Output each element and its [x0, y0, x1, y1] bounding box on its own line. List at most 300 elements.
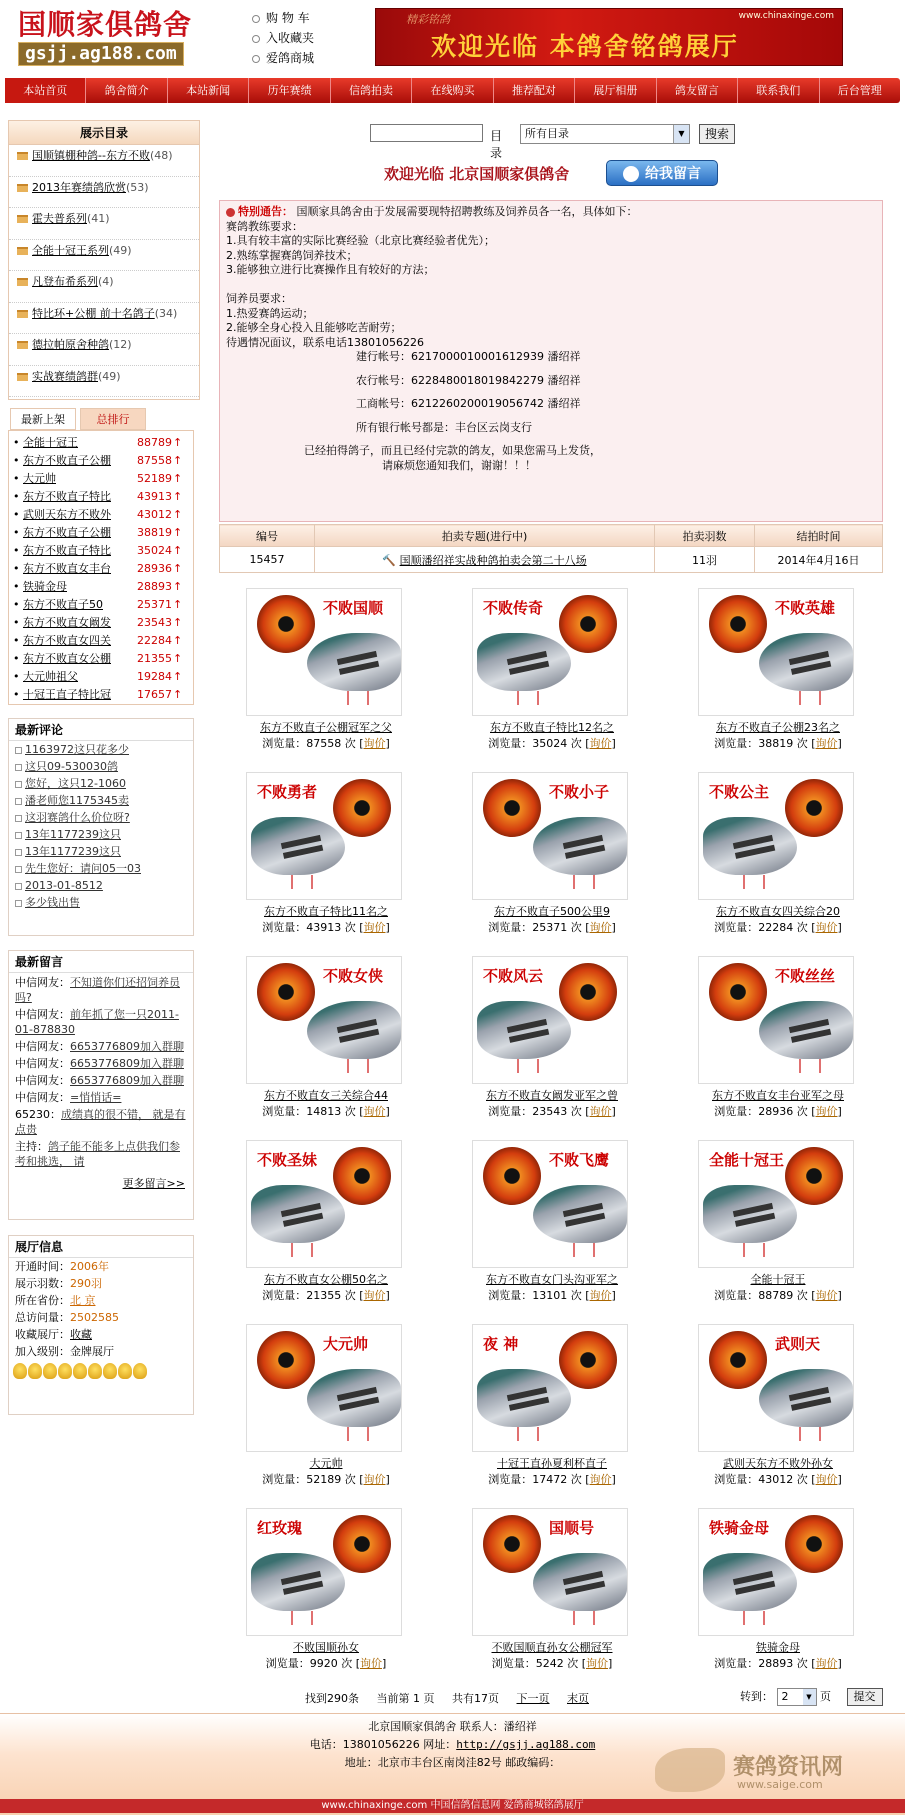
rank-value: 28936: [137, 562, 172, 575]
arrow-up-icon: ↑: [173, 436, 183, 449]
medal-icon: [88, 1363, 102, 1379]
message-text[interactable]: 前年抓了您一只2011-01-878830: [15, 1008, 179, 1036]
hall-info-key: 总访问量：: [15, 1311, 70, 1324]
rank-name[interactable]: 武则天东方不败外: [23, 508, 111, 521]
pigeon-photo[interactable]: [246, 588, 402, 716]
arrow-up-icon: ↑: [173, 454, 183, 467]
views-prefix: 浏览量：: [714, 1657, 759, 1670]
pigeon-legs: [517, 691, 539, 705]
next-page-link[interactable]: 下一页: [516, 1692, 550, 1705]
pigeon-legs: [517, 1059, 539, 1073]
rank-row: • 东方不败直子特比 35024 ↑: [9, 542, 193, 560]
views-suffix: 次: [344, 737, 356, 750]
pigeon-photo[interactable]: [698, 772, 854, 900]
inquiry-link[interactable]: 询价: [363, 1289, 386, 1302]
pigeon-views: 浏览量：25371 次 [询价]: [488, 921, 616, 934]
rank-row: • 东方不败直子特比 43913 ↑: [9, 488, 193, 506]
pigeon-card[interactable]: [678, 1138, 878, 1308]
rank-name[interactable]: 全能十冠王: [23, 436, 78, 449]
footer-contact: 北京国顺家俱鸽舍 联系人：潘绍祥: [368, 1720, 537, 1733]
category-label[interactable]: 德拉帕原舍种鸽: [32, 338, 109, 351]
pigeon-eye-image: [333, 1515, 391, 1573]
pigeon-photo[interactable]: [472, 1140, 628, 1268]
pigeon-name-link[interactable]: 东方不败直女公棚50名之: [264, 1273, 388, 1286]
comment-text[interactable]: 2013-01-8512: [25, 879, 103, 892]
message-text[interactable]: =悄悄话=: [70, 1091, 122, 1104]
inquiry-link[interactable]: 询价: [586, 1657, 608, 1670]
pigeon-photo[interactable]: [698, 1508, 854, 1636]
rank-name[interactable]: 东方不败直女阚发: [23, 616, 111, 629]
nav-item[interactable]: 本站首页: [5, 78, 86, 103]
views-suffix: 次: [570, 1105, 582, 1118]
views-prefix: 浏览量：: [488, 737, 533, 750]
messages-list: [9, 975, 193, 1169]
notice-line: 饲养员要求：: [226, 292, 292, 305]
views-prefix: 浏览量：: [262, 921, 307, 934]
pigeon-name-link[interactable]: 东方不败直女三关综合44: [264, 1089, 388, 1102]
pigeon-views: 浏览量：38819 次 [询价]: [714, 737, 842, 750]
logo-text-en: gsjj.ag188.com: [18, 42, 184, 66]
views-suffix: 次: [796, 1473, 808, 1486]
category-count: (48): [149, 149, 173, 162]
pigeon-photo-title: 不败风云: [483, 967, 544, 985]
pigeon-card[interactable]: [226, 1322, 426, 1492]
inquiry-link[interactable]: 询价: [589, 921, 612, 934]
search-button[interactable]: 搜索: [699, 124, 735, 144]
message-author: 中信网友：: [15, 1008, 70, 1021]
views-count: 88789: [758, 1289, 794, 1302]
pigeon-name-link[interactable]: 东方不败直女四关综合20: [716, 905, 840, 918]
pigeon-body-image: [251, 1185, 345, 1243]
pigeon-photo[interactable]: [698, 1140, 854, 1268]
tab-top[interactable]: 总排行: [80, 408, 146, 430]
pigeon-card[interactable]: [452, 954, 652, 1124]
views-prefix: 浏览量：: [491, 1657, 536, 1670]
rank-row: • 十冠王直子特比冠 17657 ↑: [9, 686, 193, 704]
pigeon-eye-image: [483, 779, 541, 837]
cart-link[interactable]: 购 物 车: [252, 8, 314, 28]
nav-item[interactable]: 鸽舍简介: [86, 78, 167, 103]
rank-value: 38819: [137, 526, 172, 539]
pigeon-photo-title: 武则天: [775, 1335, 821, 1353]
pigeon-card[interactable]: [226, 770, 426, 940]
comment-item[interactable]: [9, 792, 193, 809]
pigeon-card[interactable]: [452, 770, 652, 940]
category-item[interactable]: [9, 145, 199, 177]
message-text[interactable]: 6653776809加入群聊: [70, 1040, 184, 1053]
pigeon-eye-image: [709, 963, 767, 1021]
auction-title-cell[interactable]: [315, 547, 655, 573]
hall-info-row: [9, 1309, 193, 1326]
views-count: 38819: [758, 737, 794, 750]
pigeon-eye-image: [257, 595, 315, 653]
pigeon-card[interactable]: [678, 1506, 878, 1676]
more-messages-link[interactable]: 更多留言>>: [122, 1177, 185, 1190]
pigeon-card[interactable]: [452, 1506, 652, 1676]
pigeon-eye-image: [483, 1515, 541, 1573]
rank-name[interactable]: 铁骑金母: [23, 580, 67, 593]
search-input[interactable]: [370, 124, 483, 142]
inquiry-link[interactable]: 询价: [589, 737, 612, 750]
category-label[interactable]: 2013年赛绩鸽欣赏: [32, 180, 126, 194]
message-item: [9, 975, 193, 1005]
pigeon-photo-title: 国顺号: [549, 1519, 595, 1537]
rank-value: 23543: [137, 616, 172, 629]
rank-name[interactable]: 东方不败直女丰台: [23, 562, 111, 575]
category-item[interactable]: [9, 303, 199, 335]
pigeon-photo[interactable]: [246, 956, 402, 1084]
message-text[interactable]: 不知道你们还招饲养员吗?: [15, 976, 180, 1004]
comment-item[interactable]: [9, 758, 193, 775]
leave-message-button[interactable]: 给我留言: [606, 160, 718, 186]
comment-text[interactable]: 这羽赛鸽什么价位呀?: [25, 811, 130, 824]
pigeon-photo[interactable]: [472, 1508, 628, 1636]
auction-header-row: [220, 525, 883, 547]
hall-info-value[interactable]: 收藏: [70, 1328, 92, 1341]
footer-url-link[interactable]: http://gsjj.ag188.com: [456, 1738, 596, 1751]
category-label[interactable]: 霍夫普系列: [32, 212, 87, 225]
pigeon-views: 浏览量：9920 次 [询价]: [265, 1657, 387, 1670]
inquiry-link[interactable]: 询价: [589, 1105, 612, 1118]
pigeon-card[interactable]: [452, 1138, 652, 1308]
message-item: [9, 1090, 193, 1105]
message-author: 中信网友：: [15, 1057, 70, 1070]
views-prefix: 浏览量：: [488, 1105, 533, 1118]
inquiry-link[interactable]: 询价: [815, 1289, 838, 1302]
pigeon-photo-title: 红玫瑰: [257, 1519, 303, 1537]
rank-row: • 大元帅祖父 19284 ↑: [9, 668, 193, 686]
bullet-icon: [15, 883, 22, 890]
pigeon-name-link[interactable]: 十冠王直孙夏利杯直子: [497, 1457, 607, 1470]
message-item: [9, 1056, 193, 1071]
hall-info-value: 2006年: [70, 1260, 109, 1273]
pigeon-legs: [799, 691, 821, 705]
arrow-up-icon: ↑: [173, 670, 183, 683]
tab-new[interactable]: 最新上架: [10, 408, 76, 430]
pager: [305, 1690, 603, 1706]
bullet-icon: [252, 55, 260, 63]
pigeon-name-link[interactable]: 东方不败直子特比11名之: [264, 905, 388, 918]
category-item[interactable]: [9, 208, 199, 240]
comment-item[interactable]: [9, 775, 193, 792]
views-suffix: 次: [344, 1473, 356, 1486]
arrow-up-icon: ↑: [173, 490, 183, 503]
pigeon-legs: [743, 875, 765, 889]
inquiry-link[interactable]: 询价: [815, 921, 838, 934]
footer-phone-row: 电话：13801056226 网址：http://gsjj.ag188.com: [309, 1738, 596, 1751]
user-icon: [623, 166, 639, 182]
pigeon-eye-image: [333, 779, 391, 837]
message-text[interactable]: 6653776809加入群聊: [70, 1074, 184, 1087]
banner-site: www.chinaxinge.com: [738, 11, 834, 21]
arrow-up-icon: ↑: [173, 544, 183, 557]
pigeon-name-link[interactable]: 不败国顺直孙女公棚冠军: [491, 1641, 613, 1654]
inquiry-link[interactable]: 询价: [589, 1289, 612, 1302]
comment-text[interactable]: 1163972这只花多少: [25, 743, 129, 756]
nav-item[interactable]: 鸽友留言: [657, 78, 738, 103]
inquiry-link[interactable]: 询价: [363, 1473, 386, 1486]
inquiry-link[interactable]: 询价: [360, 1657, 382, 1670]
page-unit: 页: [820, 1690, 831, 1703]
category-label[interactable]: 国顺镇棚种鸽--东方不败: [32, 149, 150, 162]
site-logo[interactable]: [18, 8, 208, 70]
pigeon-views: 浏览量：87558 次 [询价]: [262, 737, 390, 750]
comment-item[interactable]: [9, 741, 193, 758]
pigeon-body-image: [759, 1369, 853, 1427]
rank-name[interactable]: 大元帅: [23, 472, 56, 485]
favorite-link[interactable]: 入收藏夹: [252, 28, 314, 48]
inquiry-link[interactable]: 询价: [589, 1473, 612, 1486]
message-text[interactable]: 6653776809加入群聊: [70, 1057, 184, 1070]
pigeon-eye-image: [709, 1331, 767, 1389]
views-prefix: 浏览量：: [714, 737, 759, 750]
comment-item[interactable]: [9, 843, 193, 860]
pigeon-name-link[interactable]: 东方不败直女丰台亚军之母: [712, 1089, 844, 1102]
welcome-text: 欢迎光临 北京国顺家俱鸽舍: [384, 165, 570, 183]
pigeon-views: 浏览量：5242 次 [询价]: [491, 1657, 613, 1670]
category-item[interactable]: [9, 271, 199, 303]
message-item: [9, 1107, 193, 1137]
bullet-icon: [15, 849, 22, 856]
pigeon-legs: [291, 1611, 313, 1625]
pigeon-legs: [291, 1243, 313, 1257]
inquiry-link[interactable]: 询价: [815, 737, 838, 750]
nav-item[interactable]: 本站新闻: [168, 78, 249, 103]
message-text[interactable]: 成绩真的很不错， 就是有点贵: [15, 1108, 186, 1136]
rank-name[interactable]: 大元帅祖父: [23, 670, 78, 683]
inquiry-link[interactable]: 询价: [363, 737, 386, 750]
notice-line: 待遇情况面议，联系电话13801056226: [226, 335, 424, 349]
medal-icon: [13, 1363, 27, 1379]
notice-tail: 已经拍得鸽子，而且已经付完款的鸽友，如果您需马上发货，: [304, 444, 601, 457]
pigeon-eye-image: [257, 1331, 315, 1389]
rank-name[interactable]: 东方不败直女四关: [23, 634, 111, 647]
nav-item[interactable]: 在线购买: [412, 78, 493, 103]
comment-item[interactable]: [9, 877, 193, 894]
rank-row: • 东方不败直女阚发 23543 ↑: [9, 614, 193, 632]
views-prefix: 浏览量：: [714, 1473, 759, 1486]
comment-text[interactable]: 先生您好：请问05一03: [25, 862, 141, 875]
rank-name[interactable]: 十冠王直子特比冠: [23, 688, 111, 701]
category-label[interactable]: 全能十冠王系列: [32, 243, 109, 257]
views-prefix: 浏览量：: [262, 737, 307, 750]
notice-line: 国顺家具鸽舍由于发展需要现特招聘教练及饲养员各一名，具体如下：: [296, 205, 638, 218]
message-item: [9, 1139, 193, 1169]
category-item[interactable]: [9, 366, 199, 398]
rank-row: • 东方不败直女丰台 28936 ↑: [9, 560, 193, 578]
pigeon-name-link[interactable]: 武则天东方不败外孙女: [723, 1457, 833, 1470]
pigeon-name-link[interactable]: 东方不败直子特比12名之: [490, 721, 614, 734]
pigeon-legs: [799, 1427, 821, 1441]
pigeon-body-image: [759, 1001, 853, 1059]
pigeon-eye-image: [559, 963, 617, 1021]
rank-value: 52189: [137, 472, 172, 485]
auction-table: [219, 524, 883, 573]
rank-row: • 东方不败直子50 25371 ↑: [9, 596, 193, 614]
pigeon-card[interactable]: [678, 1322, 878, 1492]
search-label: 目录: [490, 129, 503, 160]
rank-value: 43012: [137, 508, 172, 521]
category-box: [8, 120, 200, 400]
inquiry-link[interactable]: 询价: [815, 1657, 838, 1670]
auction-title-link[interactable]: 国顺潘绍祥实战种鸽拍卖会第二十八场: [399, 553, 587, 567]
pigeon-card[interactable]: [452, 586, 652, 756]
category-label[interactable]: 实战赛绩鸽群: [32, 369, 98, 383]
comment-text[interactable]: 多少钱出售: [25, 896, 80, 909]
jump-submit-button[interactable]: 提交: [847, 1688, 883, 1706]
alert-icon: [226, 208, 235, 217]
category-label[interactable]: 特比环+公棚 前十名鸽子: [32, 306, 155, 320]
pigeon-card[interactable]: [452, 1322, 652, 1492]
views-prefix: 浏览量：: [714, 921, 759, 934]
message-text[interactable]: 鸽子能不能多上点供我们参考和挑选， 请: [15, 1140, 180, 1168]
comment-text[interactable]: 您好，这只12-1060: [25, 777, 126, 790]
comment-item[interactable]: [9, 860, 193, 877]
pigeon-photo[interactable]: [472, 772, 628, 900]
inquiry-link[interactable]: 询价: [815, 1473, 838, 1486]
comments-box: [8, 718, 194, 936]
pigeon-body-image: [703, 1553, 797, 1611]
rank-name[interactable]: 东方不败直女公棚: [23, 652, 111, 665]
col-title: 拍卖专题(进行中): [315, 525, 655, 547]
rank-name[interactable]: 东方不败直子特比: [23, 490, 111, 503]
nav-item[interactable]: 历年赛绩: [249, 78, 330, 103]
category-item[interactable]: [9, 334, 199, 366]
views-count: 13101: [532, 1289, 568, 1302]
rank-name[interactable]: 东方不败直子公棚: [23, 454, 111, 467]
page-jump: [740, 1688, 883, 1706]
banner: [375, 8, 843, 66]
col-count: 拍卖羽数: [655, 525, 755, 547]
pigeon-card[interactable]: [226, 954, 426, 1124]
pigeon-photo[interactable]: [246, 1324, 402, 1452]
comment-text[interactable]: 潘老师您1175345卖: [25, 794, 129, 807]
views-count: 28893: [758, 1657, 794, 1670]
bullet-icon: [15, 764, 22, 771]
hall-info-value: 北 京: [70, 1294, 96, 1307]
category-item[interactable]: [9, 177, 199, 209]
nav-item[interactable]: 推荐配对: [494, 78, 575, 103]
pigeon-photo-title: 不败国顺: [323, 599, 384, 617]
pigeon-photo[interactable]: [246, 1140, 402, 1268]
category-title: 展示目录: [9, 121, 199, 145]
last-page-link[interactable]: 末页: [567, 1692, 589, 1705]
inquiry-link[interactable]: 询价: [815, 1105, 838, 1118]
comment-text[interactable]: 13年1177239这只: [25, 845, 121, 858]
mall-link[interactable]: 爱鸽商城: [252, 48, 314, 68]
rank-name[interactable]: 东方不败直子特比: [23, 544, 111, 557]
category-item[interactable]: [9, 240, 199, 272]
pigeon-eye-image: [483, 1147, 541, 1205]
category-label[interactable]: 凡登布希系列: [32, 275, 98, 288]
jump-label: 转到：: [740, 1690, 773, 1703]
comment-item[interactable]: [9, 894, 193, 911]
views-prefix: 浏览量：: [714, 1289, 759, 1302]
pigeon-views: 浏览量：21355 次 [询价]: [262, 1289, 390, 1302]
views-count: 52189: [306, 1473, 342, 1486]
notice-box: [219, 200, 883, 522]
medal-icon: [118, 1363, 132, 1379]
rank-name[interactable]: 东方不败直子公棚: [23, 526, 111, 539]
pigeon-photo[interactable]: [246, 1508, 402, 1636]
pigeon-card[interactable]: [678, 954, 878, 1124]
pigeon-eye-image: [785, 1515, 843, 1573]
hall-info-title: 展厅信息: [9, 1236, 193, 1258]
rank-value: 22284: [137, 634, 172, 647]
header: [0, 0, 905, 78]
hall-info-value: 290羽: [70, 1277, 102, 1290]
pager-found: 找到290条: [305, 1692, 359, 1705]
pigeon-name-link[interactable]: 东方不败直女阚发亚军之曾: [486, 1089, 618, 1102]
pigeon-name-link[interactable]: 铁骑金母: [756, 1641, 800, 1654]
pigeon-photo[interactable]: [472, 956, 628, 1084]
inquiry-link[interactable]: 询价: [363, 1105, 386, 1118]
hall-info-row: [9, 1343, 193, 1360]
rank-value: 88789: [137, 436, 172, 449]
hall-info-key: 展示羽数：: [15, 1277, 70, 1290]
category-select[interactable]: 所有目录 ▼: [520, 124, 690, 144]
pigeon-name-link[interactable]: 东方不败直子公棚冠军之父: [260, 721, 392, 734]
pigeon-name-link[interactable]: 东方不败直子公棚23名之: [716, 721, 840, 734]
message-author: 中信网友：: [15, 1074, 70, 1087]
pigeon-eye-image: [785, 779, 843, 837]
message-author: 中信网友：: [15, 1040, 70, 1053]
pigeon-photo[interactable]: [472, 588, 628, 716]
rank-name[interactable]: 东方不败直子50: [23, 598, 103, 611]
pigeon-card[interactable]: [226, 1506, 426, 1676]
comment-item[interactable]: [9, 826, 193, 843]
pigeon-photo[interactable]: [246, 772, 402, 900]
pigeon-name-link[interactable]: 全能十冠王: [750, 1273, 806, 1286]
views-suffix: 次: [344, 921, 356, 934]
pigeon-name-link[interactable]: 大元帅: [309, 1457, 343, 1470]
pigeon-name-link[interactable]: 东方不败直子500公里9: [494, 905, 610, 918]
pigeon-photo[interactable]: [698, 1324, 854, 1452]
pigeon-card[interactable]: [226, 586, 426, 756]
nav-item[interactable]: 信鸽拍卖: [331, 78, 412, 103]
nav-item[interactable]: 后台管理: [837, 84, 882, 97]
comment-text[interactable]: 这只09-530030鸽: [25, 760, 118, 773]
comment-text[interactable]: 13年1177239这只: [25, 828, 121, 841]
views-count: 87558: [306, 737, 342, 750]
pigeon-name-link[interactable]: 不败国顺孙女: [293, 1641, 359, 1654]
notice-account: 建行帐号：6217000010001612939 潘绍祥: [356, 350, 581, 363]
pigeon-photo[interactable]: [698, 956, 854, 1084]
page-select[interactable]: 2 ▼: [777, 1688, 817, 1706]
message-author: 主持：: [15, 1140, 48, 1153]
pigeon-card[interactable]: [678, 586, 878, 756]
notice-account: 农行帐号：6228480018019842279 潘绍祥: [356, 373, 581, 387]
inquiry-link[interactable]: 询价: [363, 921, 386, 934]
nav-item[interactable]: 展厅相册: [575, 78, 656, 103]
pigeon-eye-image: [559, 1331, 617, 1389]
pigeon-body-image: [307, 1001, 401, 1059]
views-prefix: 浏览量：: [714, 1105, 759, 1118]
pigeon-card[interactable]: [226, 1138, 426, 1308]
pigeon-name-link[interactable]: 东方不败直女门头沟亚军之: [486, 1273, 618, 1286]
comment-item[interactable]: [9, 809, 193, 826]
medal-row: [9, 1363, 193, 1382]
pigeon-photo[interactable]: [472, 1324, 628, 1452]
bullet-icon: [15, 747, 22, 754]
banner-small: 精彩铭鸽: [406, 13, 450, 26]
hall-info-row: [9, 1326, 193, 1343]
bullet-icon: [252, 15, 260, 23]
pigeon-photo[interactable]: [698, 588, 854, 716]
pigeon-card[interactable]: [678, 770, 878, 940]
pigeon-photo-title: 不败女侠: [323, 967, 384, 985]
nav-item[interactable]: 联系我们: [738, 78, 819, 103]
